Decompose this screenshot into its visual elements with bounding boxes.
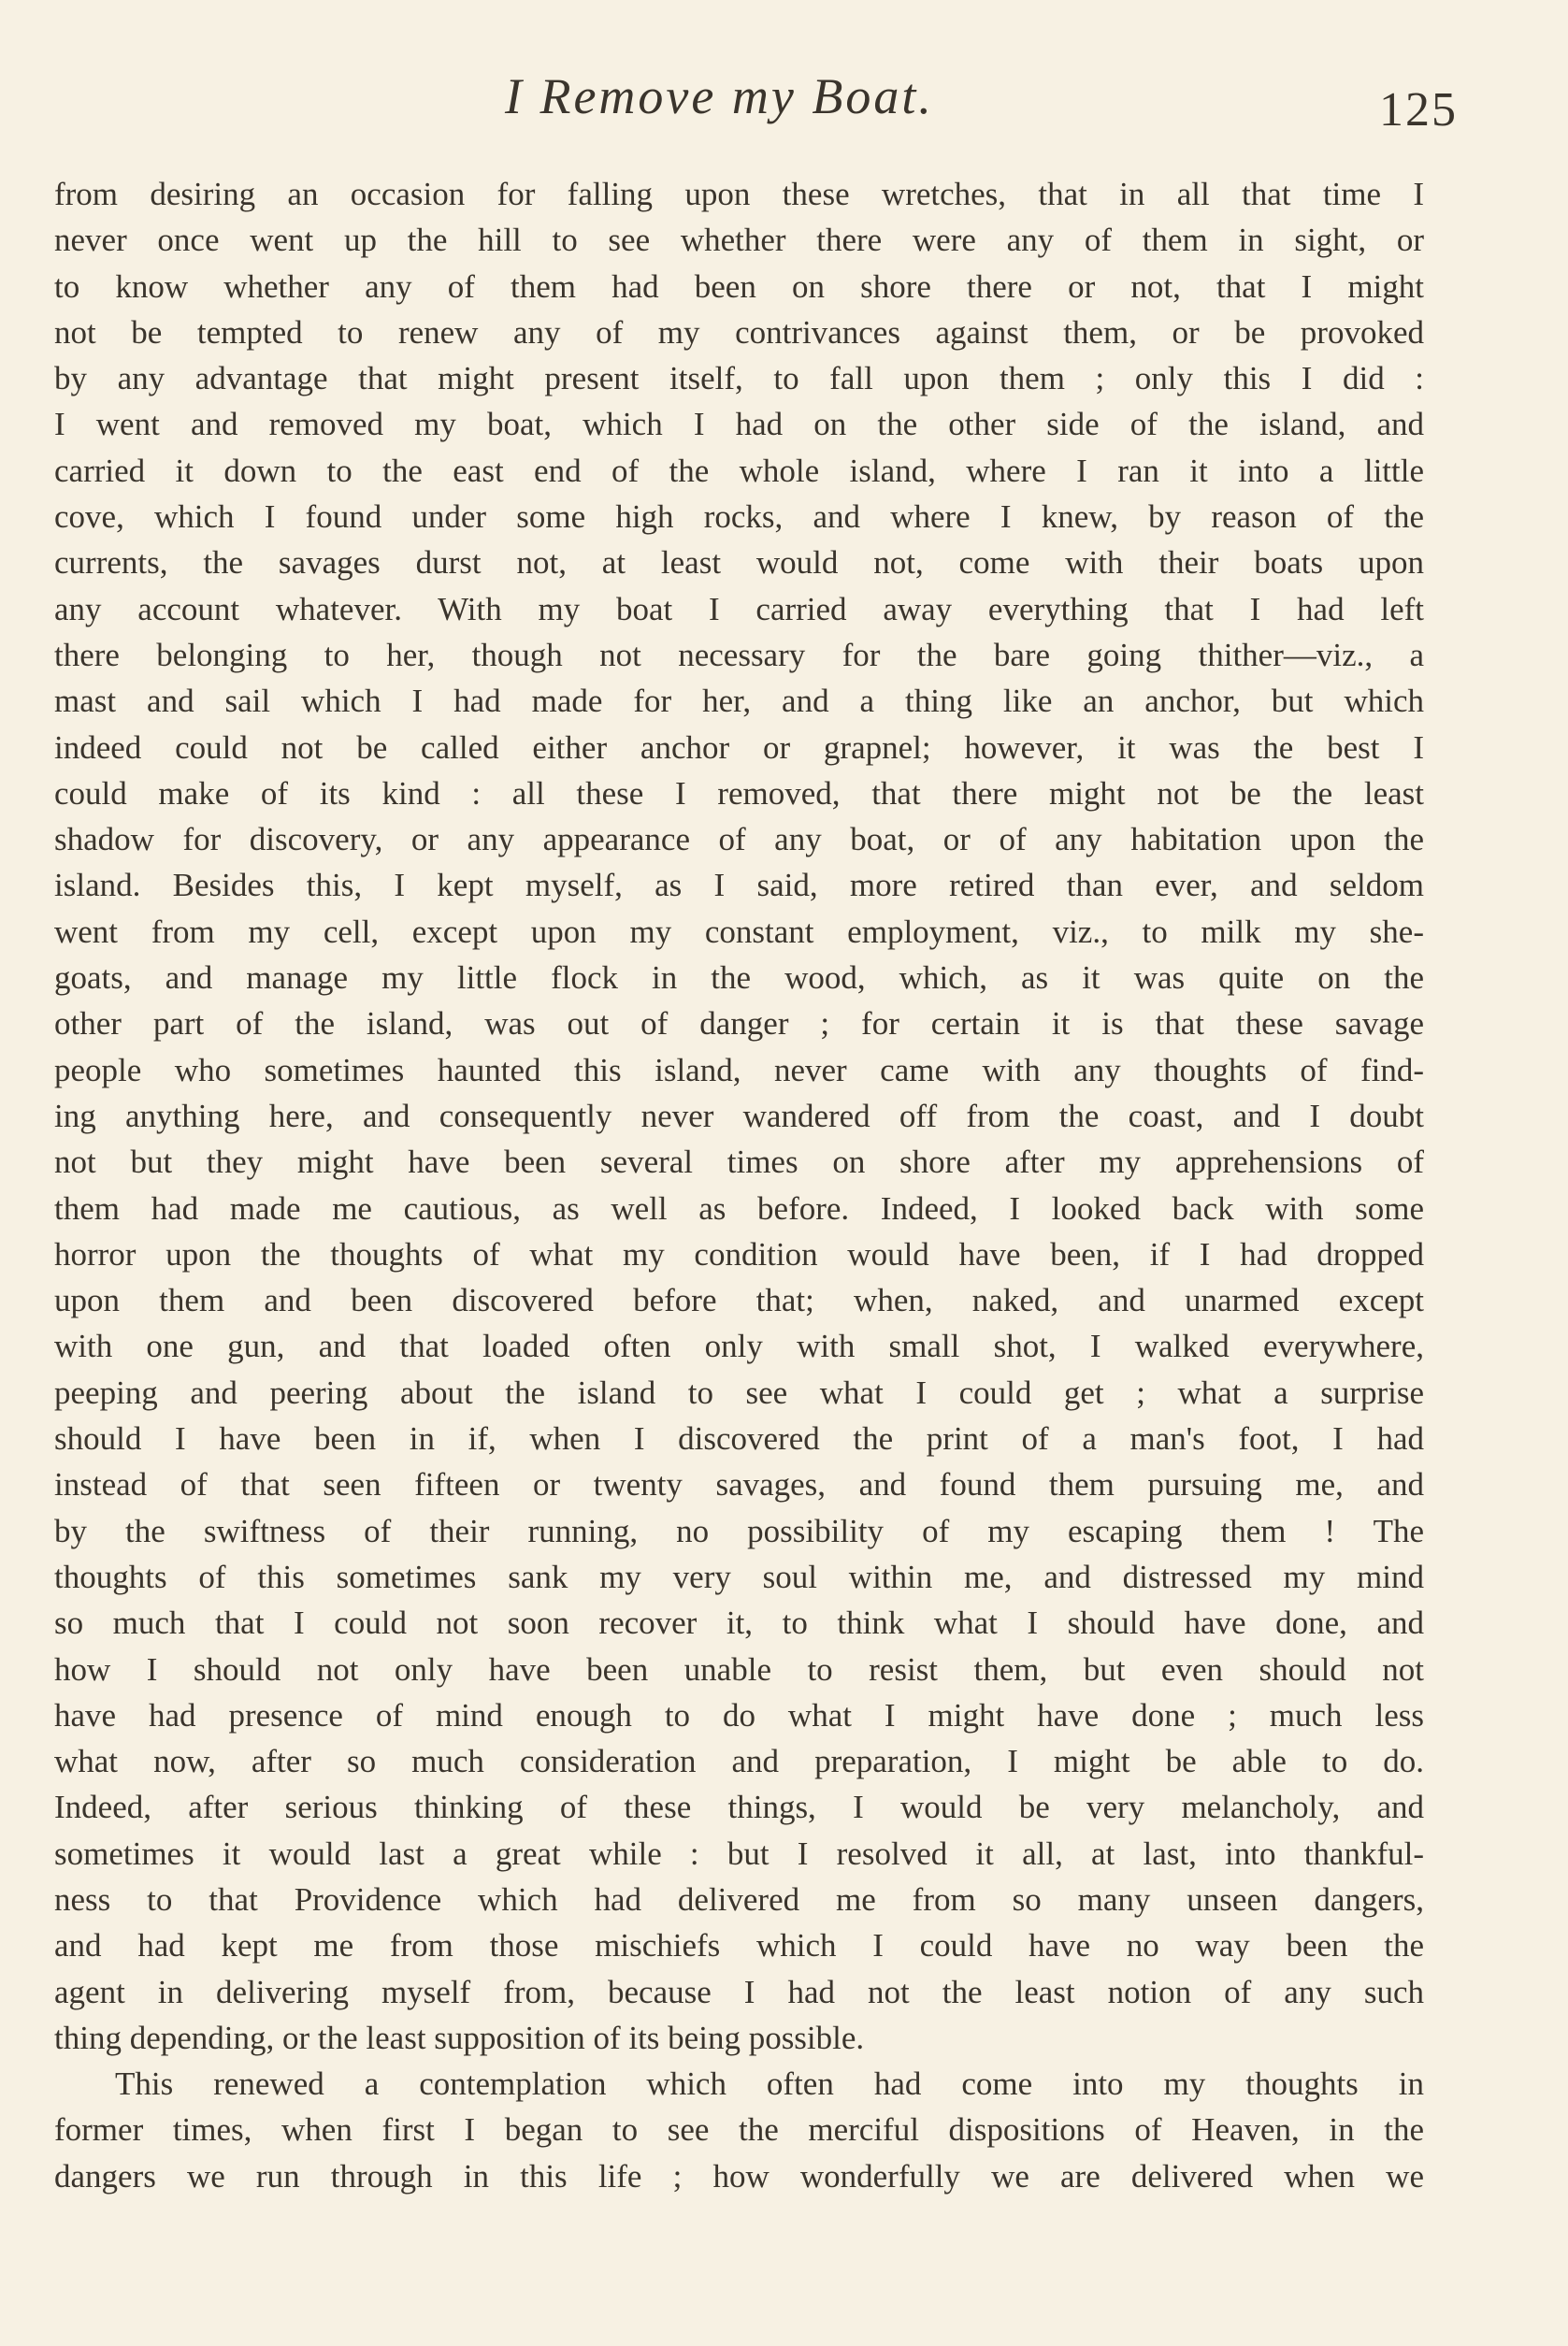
- text-line: instead of that seen fifteen or twenty savages, and found them pursuing me, and: [54, 1466, 1424, 1504]
- text-line: ness to that Providence which had delivered me from so many unseen dangers,: [54, 1880, 1424, 1918]
- text-line: never once went up the hill to see whether there were any of them in sight, or: [54, 222, 1424, 259]
- page-number: 125: [1379, 83, 1458, 137]
- text-line: agent in delivering myself from, because I had not the least notion of any such: [54, 1973, 1424, 2010]
- text-line: them had made me cautious, as well as before. Indeed, I looked back with some: [54, 1189, 1424, 1227]
- body-text: [54, 171, 1424, 2199]
- text-line: people who sometimes haunted this island, never came with any thoughts of find-: [54, 1051, 1424, 1088]
- text-line: goats, and manage my little flock in the wood, which, as it was quite on the: [54, 959, 1424, 997]
- text-line: currents, the savages durst not, at least would not, come with their boats upon: [54, 544, 1424, 582]
- text-line: not but they might have been several times on shore after my apprehensions of: [54, 1144, 1424, 1181]
- text-line: other part of the island, was out of danger ; for certain it is that these savage: [54, 1005, 1424, 1043]
- text-line: peeping and peering about the island to see what I could get ; what a surprise: [54, 1374, 1424, 1411]
- text-line: by the swiftness of their running, no possibility of my escaping them ! The: [54, 1512, 1424, 1549]
- text-line: sometimes it would last a great while : but I resolved it all, at last, into thankful-: [54, 1835, 1424, 1872]
- text-line: so much that I could not soon recover it, to think what I should have done, and: [54, 1605, 1424, 1642]
- text-line: should I have been in if, when I discovered the print of a man's foot, I had: [54, 1420, 1424, 1458]
- text-line: indeed could not be called either anchor or grapnel; however, it was the best I: [54, 728, 1424, 766]
- text-line: what now, after so much consideration and preparation, I might be able to do.: [54, 1743, 1424, 1780]
- text-line: and had kept me from those mischiefs which I could have no way been the: [54, 1927, 1424, 1965]
- text-line: dangers we run through in this life ; how wonderfully we are delivered when we: [54, 2157, 1424, 2195]
- text-line: horror upon the thoughts of what my condition would have been, if I had dropped: [54, 1235, 1424, 1273]
- text-line: from desiring an occasion for falling upon these wretches, that in all that time I: [54, 176, 1424, 212]
- text-line-paragraph-start: This renewed a contemplation which often had come into my thoughts in: [115, 2065, 1424, 2103]
- text-line-paragraph-end: thing depending, or the least supposition of its being possible.: [54, 2019, 865, 2056]
- text-line: could make of its kind : all these I removed, that there might not be the least: [54, 774, 1424, 812]
- text-line: carried it down to the east end of the whole island, where I ran it into a little: [54, 452, 1424, 489]
- text-line: mast and sail which I had made for her, and a thing like an anchor, but which: [54, 683, 1424, 720]
- text-line: shadow for discovery, or any appearance of any boat, or of any habitation upon the: [54, 821, 1424, 858]
- text-line: former times, when first I began to see the merciful dispositions of Heaven, in the: [54, 2111, 1424, 2149]
- text-line: have had presence of mind enough to do what I might have done ; much less: [54, 1696, 1424, 1734]
- text-line: thoughts of this sometimes sank my very soul within me, and distressed my mind: [54, 1558, 1424, 1595]
- text-line: went from my cell, except upon my constant employment, viz., to milk my she-: [54, 913, 1424, 950]
- text-line: island. Besides this, I kept myself, as I said, more retired than ever, and seldom: [54, 867, 1424, 904]
- text-line: cove, which I found under some high rocks, and where I knew, by reason of the: [54, 498, 1424, 536]
- text-line: I went and removed my boat, which I had on the other side of the island, and: [54, 406, 1424, 443]
- text-line: ing anything here, and consequently never wandered off from the coast, and I doubt: [54, 1097, 1424, 1134]
- text-line: upon them and been discovered before that; when, naked, and unarmed except: [54, 1282, 1424, 1319]
- text-line: with one gun, and that loaded often only with small shot, I walked everywhere,: [54, 1328, 1424, 1365]
- text-line: to know whether any of them had been on shore there or not, that I might: [54, 267, 1424, 305]
- running-title: I Remove my Boat.: [505, 68, 934, 124]
- text-line: any account whatever. With my boat I carried away everything that I had left: [54, 590, 1424, 627]
- text-line: how I should not only have been unable to resist them, but even should not: [54, 1650, 1424, 1688]
- text-line: by any advantage that might present itself, to fall upon them ; only this I did :: [54, 360, 1424, 397]
- text-line: Indeed, after serious thinking of these things, I would be very melancholy, and: [54, 1789, 1424, 1826]
- text-line: not be tempted to renew any of my contrivances against them, or be provoked: [54, 313, 1424, 351]
- text-line: there belonging to her, though not necessary for the bare going thither—viz., a: [54, 636, 1424, 673]
